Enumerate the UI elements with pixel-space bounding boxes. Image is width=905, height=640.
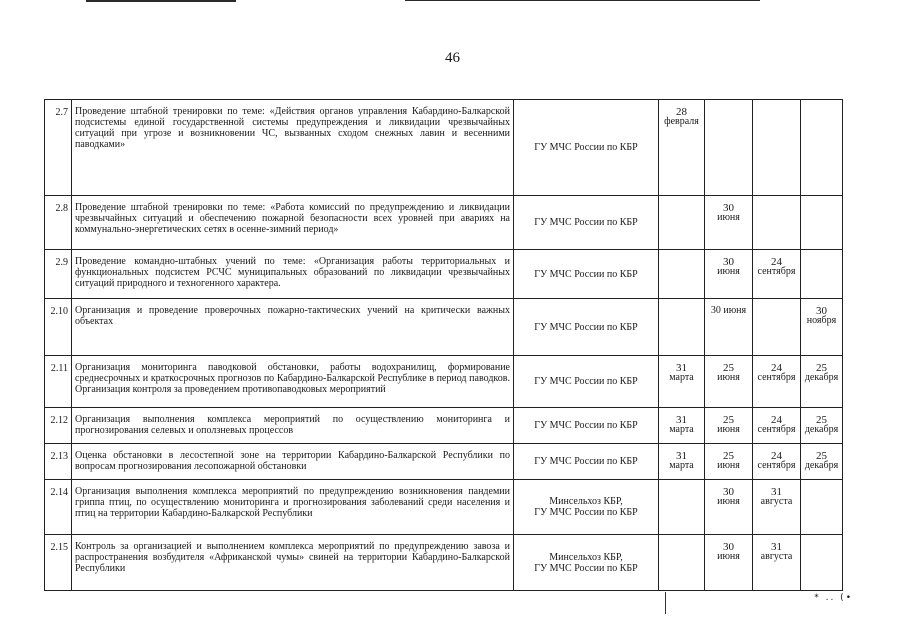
deadline-month: июня — [717, 212, 740, 223]
top-rule-right — [405, 0, 760, 1]
deadline-q4 — [801, 100, 843, 196]
row-number: 2.15 — [45, 535, 72, 591]
deadline-q2 — [705, 408, 753, 444]
deadline-month: июня — [717, 424, 740, 435]
deadline-month: июня — [717, 460, 740, 471]
responsible-line: Минсельхоз КБР, — [549, 551, 623, 563]
deadline-q1 — [659, 480, 705, 535]
deadline-month: 30 июня — [710, 305, 747, 316]
deadline-q1 — [659, 250, 705, 299]
table-row — [45, 250, 843, 299]
deadline-q3 — [753, 535, 801, 591]
deadline-day: 30 — [723, 541, 734, 553]
deadline-day: 31 — [771, 541, 782, 553]
top-rule-left — [86, 0, 236, 2]
deadline-day: 28 — [676, 106, 687, 118]
responsible-party — [514, 100, 659, 196]
page-number: 46 — [445, 50, 460, 66]
responsible-line: ГУ МЧС России по КБР — [534, 376, 638, 387]
deadline-day: 24 — [771, 450, 782, 462]
row-number: 2.11 — [45, 356, 72, 408]
responsible-party — [514, 250, 659, 299]
table-row — [45, 444, 843, 480]
deadline-q2 — [705, 299, 753, 356]
row-number: 2.10 — [45, 299, 72, 356]
deadline-day: 25 — [723, 414, 734, 426]
responsible-party — [514, 196, 659, 250]
table-row — [45, 480, 843, 535]
deadline-q4 — [801, 196, 843, 250]
deadline-q1 — [659, 408, 705, 444]
deadline-month: сентября — [757, 424, 796, 435]
vertical-scan-line — [665, 592, 666, 614]
deadline-day: 24 — [771, 414, 782, 426]
event-description: Организация выполнения комплекса мероприятий по осуществлению мониторинга и прогнозирования селевых и оползневых процессов — [72, 408, 514, 444]
deadline-month: августа — [760, 551, 793, 562]
deadline-day: 25 — [816, 362, 827, 374]
deadline-day: 25 — [816, 450, 827, 462]
event-description: Контроль за организацией и выполнением комплекса мероприятий по предупреждению завоза и распространения возбудителя «Африканской чумы» свиней на территории Кабардино-Балкарской Республики — [72, 535, 514, 591]
deadline-month: июня — [717, 372, 740, 383]
deadline-q2 — [705, 250, 753, 299]
responsible-line: ГУ МЧС России по КБР — [534, 420, 638, 431]
event-description: Организация мониторинга паводковой обстановки, работы водохранилищ, формирование среднесрочных и краткосрочных прогнозов по Кабардино-Балкарской Республике в период паводков. Организация контроля за проведением противопаводковых мероприятий — [72, 356, 514, 408]
responsible-party — [514, 299, 659, 356]
deadline-day: 30 — [723, 256, 734, 268]
row-number: 2.14 — [45, 480, 72, 535]
deadline-q4 — [801, 250, 843, 299]
deadline-q4 — [801, 356, 843, 408]
event-description: Оценка обстановки в лесостепной зоне на территории Кабардино-Балкарской Республики по вопросам прогнозирования лесопожарной обстановки — [72, 444, 514, 480]
deadline-q3 — [753, 480, 801, 535]
table-row — [45, 535, 843, 591]
deadline-month: июня — [717, 551, 740, 562]
deadline-q2 — [705, 444, 753, 480]
deadline-q3 — [753, 250, 801, 299]
deadline-month: марта — [669, 460, 694, 471]
responsible-line: ГУ МЧС России по КБР — [534, 268, 638, 280]
deadline-month: августа — [760, 496, 793, 507]
deadline-q3 — [753, 299, 801, 356]
deadline-month: сентября — [757, 266, 796, 277]
responsible-party — [514, 535, 659, 591]
deadline-q3 — [753, 408, 801, 444]
deadline-day: 25 — [723, 450, 734, 462]
deadline-q3 — [753, 196, 801, 250]
deadline-q4 — [801, 299, 843, 356]
deadline-day: 25 — [816, 414, 827, 426]
responsible-line: ГУ МЧС России по КБР — [534, 142, 638, 153]
row-number: 2.7 — [45, 100, 72, 196]
row-number: 2.9 — [45, 250, 72, 299]
deadline-q3 — [753, 444, 801, 480]
deadline-q4 — [801, 408, 843, 444]
deadline-q1 — [659, 100, 705, 196]
deadline-q1 — [659, 196, 705, 250]
deadline-month: сентября — [757, 460, 796, 471]
deadline-month: марта — [669, 424, 694, 435]
deadline-q2 — [705, 535, 753, 591]
deadline-month: сентября — [757, 372, 796, 383]
table-row — [45, 299, 843, 356]
table-row — [45, 356, 843, 408]
deadline-day: 30 — [723, 486, 734, 498]
responsible-line: ГУ МЧС России по КБР — [534, 321, 638, 333]
table-row — [45, 100, 843, 196]
deadline-q4 — [801, 535, 843, 591]
deadline-day: 31 — [676, 414, 687, 426]
row-number: 2.13 — [45, 444, 72, 480]
table-row — [45, 408, 843, 444]
deadline-month: июня — [717, 266, 740, 277]
responsible-line: ГУ МЧС России по КБР — [534, 217, 638, 228]
deadline-q2 — [705, 100, 753, 196]
row-number: 2.12 — [45, 408, 72, 444]
deadline-q1 — [659, 356, 705, 408]
responsible-line: ГУ МЧС России по КБР — [534, 456, 638, 467]
deadline-month: июня — [717, 496, 740, 507]
responsible-party — [514, 444, 659, 480]
deadline-month: марта — [669, 372, 694, 383]
row-number: 2.8 — [45, 196, 72, 250]
deadline-q3 — [753, 100, 801, 196]
deadline-q2 — [705, 356, 753, 408]
deadline-day: 25 — [723, 362, 734, 374]
responsible-party — [514, 356, 659, 408]
deadline-q1 — [659, 299, 705, 356]
deadline-q4 — [801, 480, 843, 535]
deadline-day: 31 — [771, 486, 782, 498]
deadline-q4 — [801, 444, 843, 480]
event-description: Организация и проведение проверочных пожарно-тактических учений на критически важных объектах — [72, 299, 514, 356]
footer-mark: * .. (• — [814, 593, 853, 603]
deadline-day: 31 — [676, 450, 687, 462]
deadline-q1 — [659, 444, 705, 480]
deadline-q1 — [659, 535, 705, 591]
deadline-month: декабря — [804, 424, 839, 435]
deadline-month: декабря — [804, 372, 839, 383]
deadline-q3 — [753, 356, 801, 408]
deadline-day: 24 — [771, 256, 782, 268]
responsible-party — [514, 480, 659, 535]
deadline-day: 30 — [723, 202, 734, 214]
responsible-party — [514, 408, 659, 444]
deadline-month: декабря — [804, 460, 839, 471]
events-table — [44, 99, 843, 591]
event-description: Проведение штабной тренировки по теме: «Работа комиссий по предупреждению и ликвидации чрезвычайных ситуаций и обеспечению пожарной безопасности всех уровней при авариях на коммунально-энергетических сетях в осенне-зимний период» — [72, 196, 514, 250]
responsible-line: ГУ МЧС России по КБР — [534, 562, 638, 574]
deadline-q2 — [705, 480, 753, 535]
deadline-day: 31 — [676, 362, 687, 374]
deadline-day: 24 — [771, 362, 782, 374]
event-description: Организация выполнения комплекса мероприятий по предупреждению возникновения пандемии гриппа птиц, по осуществлению мониторинга и прогнозирования заболеваний среди населения и птиц на территории Кабардино-Балкарской Республики — [72, 480, 514, 535]
deadline-month: февраля — [664, 116, 699, 127]
deadline-day: 30 — [816, 305, 827, 317]
responsible-line: Минсельхоз КБР, — [549, 496, 623, 507]
table-row — [45, 196, 843, 250]
responsible-line: ГУ МЧС России по КБР — [534, 507, 638, 518]
deadline-q2 — [705, 196, 753, 250]
event-description: Проведение штабной тренировки по теме: «Действия органов управления Кабардино-Балкарской подсистемы единой государственной системы предупреждения и ликвидации чрезвычайных ситуаций при угрозе и возникновении ЧС, вызванных сходом снежных лавин и весенними паводками» — [72, 100, 514, 196]
event-description: Проведение командно-штабных учений по теме: «Организация работы территориальных и функциональных подсистем РСЧС муниципальных образований по ликвидации чрезвычайных ситуаций природного и техногенного характера. — [72, 250, 514, 299]
deadline-month: ноября — [806, 315, 837, 326]
